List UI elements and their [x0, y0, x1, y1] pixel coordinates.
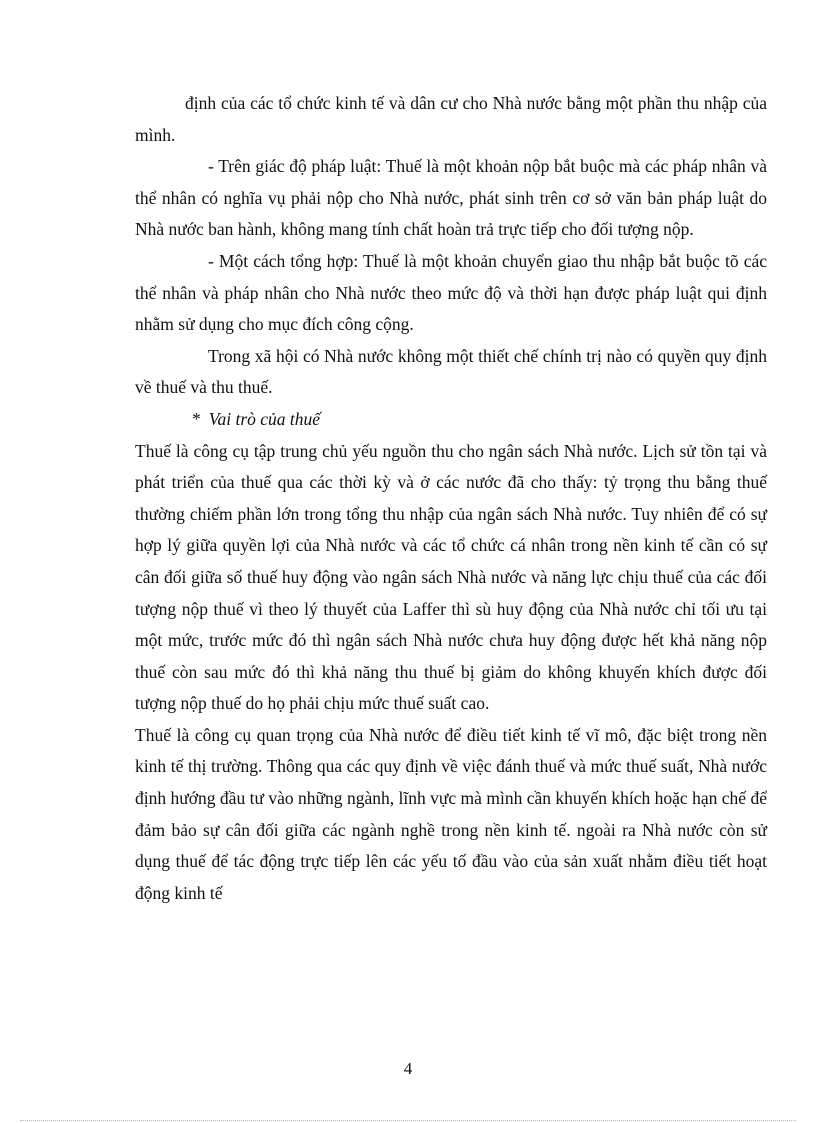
heading-marker: * — [192, 408, 201, 429]
paragraph-legal-perspective: - Trên giác độ pháp luật: Thuế là một khoản nộp bắt buộc mà các pháp nhân và thể nhân có nghĩa vụ phải nộp cho Nhà nước, phát sinh trên cơ sở văn bản pháp luật do Nhà nước ban hành, không mang tính chất hoàn trả trực tiếp cho đối tượng nộp. — [135, 156, 767, 240]
page-content — [135, 88, 767, 909]
paragraph-revenue-role: Thuế là công cụ tập trung chủ yếu nguồn thu cho ngân sách Nhà nước. Lịch sử tồn tại và phát triển của thuế qua các thời kỳ và ở các nước đã cho thấy: tỷ trọng thu bằng thuế thường chiếm phần lớn trong tổng thu nhập của ngân sách Nhà nước. Tuy nhiên để có sự hợp lý giữa quyền lợi của Nhà nước và các tổ chức cá nhân trong nền kinh tế cần có sự cân đối giữa số thuế huy động vào ngân sách Nhà nước và năng lực chịu thuế của các đối tượng nộp thuế vì theo lý thuyết của Laffer thì sù huy động của Nhà nước chỉ tối ưu tại một mức, trước mức đó thì ngân sách Nhà nước chưa huy động được hết khả năng nộp thuế còn sau mức đó thì khả năng thu thuế bị giảm do không khuyến khích được đối tượng nộp thuế do họ phải chịu mức thuế suất cao. — [135, 440, 767, 714]
paragraph-state-authority: Trong xã hội có Nhà nước không một thiết chế chính trị nào có quyền quy định về thuế và thu thuế. — [135, 345, 767, 398]
paragraph-continuation: định của các tổ chức kinh tế và dân cư cho Nhà nước bằng một phần thu nhập của mình. — [135, 93, 767, 145]
page-bottom-divider — [20, 1120, 796, 1121]
heading-text: Vai trò của thuế — [208, 408, 321, 429]
paragraph-regulation-role: Thuế là công cụ quan trọng của Nhà nước để điều tiết kinh tế vĩ mô, đặc biệt trong nền kinh tế thị trường. Thông qua các quy định về việc đánh thuế và mức thuế suất, Nhà nước định hướng đầu tư vào những ngành, lĩnh vực mà mình cần khuyến khích hoặc hạn chế để đảm bảo sự cân đối giữa các ngành nghề trong nền kinh tế. ngoài ra Nhà nước còn sử dụng thuế để tác động trực tiếp lên các yếu tố đầu vào của sản xuất nhằm điều tiết hoạt động kinh tế — [135, 724, 767, 903]
page-number: 4 — [403, 1059, 413, 1078]
section-heading — [135, 404, 767, 436]
paragraph-general-definition: - Một cách tổng hợp: Thuế là một khoản chuyển giao thu nhập bắt buộc tõ các thể nhân và pháp nhân cho Nhà nước theo mức độ và thời hạn được pháp luật qui định nhằm sử dụng cho mục đích công cộng. — [135, 250, 767, 335]
